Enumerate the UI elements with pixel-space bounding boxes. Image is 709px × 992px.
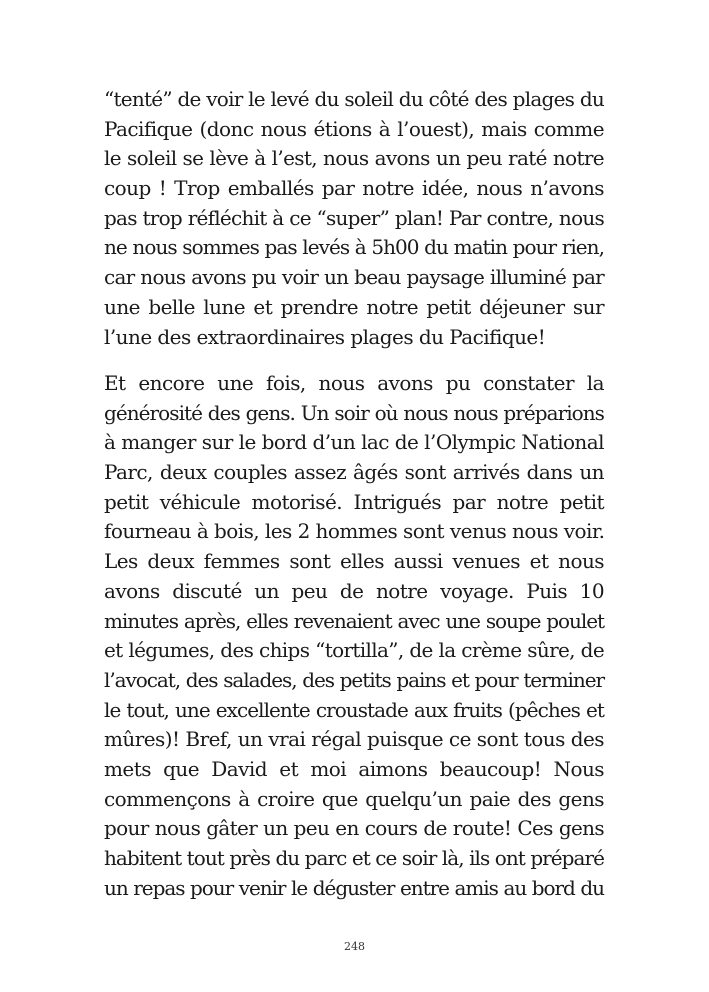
text-line: ne nous sommes pas levés à 5h00 du matin pour rien, — [104, 235, 604, 260]
text-line: un repas pour venir le déguster entre amis au bord du — [104, 875, 604, 900]
text-line: petit véhicule motorisé. Intrigués par notre petit — [104, 489, 604, 514]
text-line: coup ! Trop emballés par notre idée, nous n’avons — [104, 176, 604, 201]
text-line: à manger sur le bord d’un lac de l’Olympic National — [104, 430, 604, 455]
text-line: commençons à croire que quelqu’un paie des gens — [104, 786, 604, 811]
text-line: minutes après, elles revenaient avec une soupe poulet — [104, 608, 604, 633]
text-line: fourneau à bois, les 2 hommes sont venus nous voir. — [104, 519, 605, 544]
text-line: mûres)! Bref, un vrai régal puisque ce sont tous des — [104, 727, 604, 752]
text-line: le soleil se lève à l’est, nous avons un peu raté notre — [104, 146, 604, 171]
paragraph-1 — [104, 85, 604, 352]
text-line: pas trop réfléchit à ce “super” plan! Par contre, nous — [104, 205, 604, 230]
text-line: une belle lune et prendre notre petit déjeuner sur — [104, 294, 604, 319]
text-line: et légumes, des chips “tortilla”, de la crème sûre, de — [104, 638, 604, 663]
text-line: Pacifique (donc nous étions à l’ouest), mais comme — [104, 116, 604, 141]
text-line: avons discuté un peu de notre voyage. Puis 10 — [104, 578, 604, 603]
text-line: l’avocat, des salades, des petits pains et pour terminer — [104, 667, 604, 692]
text-line: générosité des gens. Un soir où nous nous préparions — [104, 400, 604, 425]
paragraph-2 — [104, 369, 604, 903]
text-line: le tout, une excellente croustade aux fruits (pêches et — [104, 697, 604, 722]
text-line: l’une des extraordinaires plages du Pacifique! — [104, 324, 546, 349]
text-line: Les deux femmes sont elles aussi venues et nous — [104, 549, 604, 574]
text-line: mets que David et moi aimons beaucoup! Nous — [104, 756, 604, 781]
text-line: Et encore une fois, nous avons pu constater la — [104, 371, 604, 395]
text-line: habitent tout près du parc et ce soir là, ils ont préparé — [104, 846, 604, 870]
page-number: 248 — [344, 940, 365, 953]
text-line: Parc, deux couples assez âgés sont arrivés dans un — [104, 460, 604, 485]
text-line: pour nous gâter un peu en cours de route! Ces gens — [104, 816, 604, 841]
text-line: car nous avons pu voir un beau paysage illuminé par — [104, 265, 604, 290]
text-line: “tenté” de voir le levé du soleil du côté des plages du — [104, 87, 604, 111]
